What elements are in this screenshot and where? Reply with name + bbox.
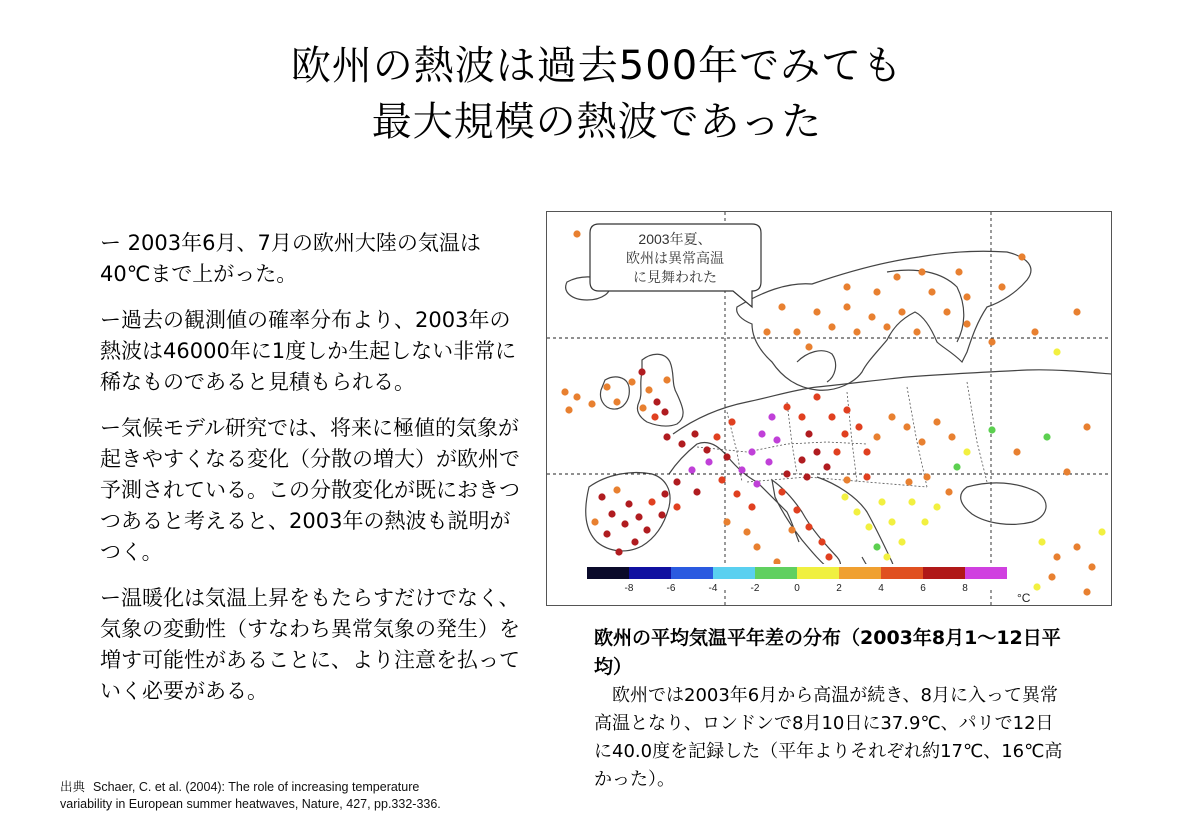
station-dot [645,386,652,393]
station-dot [723,518,730,525]
station-dot [1033,583,1040,590]
station-dot [663,376,670,383]
station-dot [823,463,830,470]
station-dot [705,458,712,465]
colorbar-tick-label: 2 [836,583,842,594]
station-dot [805,343,812,350]
caption-body: 欧州では2003年6月から高温が続き、8月に入って異常高温となり、ロンドンで8月10日に37.9℃、パリで12日に40.0度を記録した（平年よりそれぞれ約17℃、16℃高かった）。 [594,685,1063,790]
colorbar-tick-label: -4 [708,583,718,594]
slide-title [0,38,1194,150]
colorbar-swatch [881,567,923,579]
station-dot [1073,308,1080,315]
colorbar-swatch [839,567,881,579]
station-dot [561,388,568,395]
station-dot [833,448,840,455]
station-dot [613,398,620,405]
station-dot [625,500,632,507]
colorbar-swatches [587,567,1007,579]
station-dot [805,430,812,437]
colorbar-swatch [629,567,671,579]
station-dot [953,463,960,470]
station-dot [1048,573,1055,580]
station-dot [788,526,795,533]
station-dot [843,283,850,290]
callout-line3: に見舞われた [633,269,717,285]
station-dot [758,430,765,437]
station-dot [803,473,810,480]
station-dot [793,328,800,335]
station-dot [903,423,910,430]
station-dot [963,448,970,455]
station-dot [1063,468,1070,475]
slide-title-line1: 欧州の熱波は過去500年でみても [290,43,904,89]
station-dot [643,526,650,533]
station-dot [853,328,860,335]
callout-line2: 欧州は異常高温 [626,250,724,266]
station-dot [843,406,850,413]
station-dot [753,543,760,550]
station-dot [1018,253,1025,260]
colorbar-tick-label: -2 [750,583,760,594]
station-dot [613,486,620,493]
station-dot [703,446,710,453]
station-dot [1013,448,1020,455]
station-dot [661,408,668,415]
station-dot [638,368,645,375]
station-dot [888,413,895,420]
station-dot [843,476,850,483]
station-dot [673,478,680,485]
station-dot [955,268,962,275]
station-dot [713,433,720,440]
station-dot [933,503,940,510]
station-dot [1083,423,1090,430]
station-dot [673,503,680,510]
station-dot [798,413,805,420]
station-dot [793,506,800,513]
station-dot [718,476,725,483]
station-dot [888,518,895,525]
source-label: 出典 [60,780,86,794]
station-dot [783,403,790,410]
station-dot [1053,348,1060,355]
colorbar-tick-label: 8 [962,583,968,594]
station-dot [621,520,628,527]
station-dot [863,473,870,480]
colorbar-swatch [923,567,965,579]
station-dot [898,538,905,545]
station-dot [728,418,735,425]
station-dot [841,430,848,437]
station-dot [928,288,935,295]
station-dot [988,338,995,345]
station-dot [663,433,670,440]
colorbar-swatch [671,567,713,579]
station-dot [963,320,970,327]
station-dot [943,308,950,315]
station-dot [588,400,595,407]
station-dot [1043,433,1050,440]
station-dot [813,393,820,400]
station-dot [805,523,812,530]
map-svg [547,212,1111,605]
station-dot [898,308,905,315]
station-dot [783,470,790,477]
station-dot [1031,328,1038,335]
station-dot [573,230,580,237]
station-dot [658,511,665,518]
station-dot [591,518,598,525]
station-dot [1088,563,1095,570]
bullet-item: ー気候モデル研究では、将来に極値的気象が起きやすくなる変化（分散の増大）が欧州で予測されている。この分散変化が既におきつつあると考えると、2003年の熱波も説明がつく。 [100,416,520,564]
station-dot [748,448,755,455]
station-dot [603,530,610,537]
station-dot [631,538,638,545]
station-dot [1083,588,1090,595]
colorbar-tick-label: 4 [878,583,884,594]
station-dot [635,513,642,520]
station-dot [573,393,580,400]
station-dot [853,508,860,515]
slide-title-line2: 最大規模の熱波であった [371,99,823,145]
bullet-list [100,228,530,722]
station-dot [1053,553,1060,560]
station-dot [843,303,850,310]
station-dot [691,430,698,437]
station-dot [615,548,622,555]
station-dot [873,288,880,295]
station-dot [921,518,928,525]
station-dot [873,433,880,440]
station-dot [565,406,572,413]
station-dot [753,480,760,487]
station-dot [765,458,772,465]
station-dot [855,423,862,430]
colorbar-swatch [755,567,797,579]
station-dot [873,543,880,550]
station-dot [653,398,660,405]
colorbar-swatch [587,567,629,579]
station-dot [945,488,952,495]
station-dot [883,323,890,330]
station-dot [798,456,805,463]
station-dot [905,478,912,485]
station-dot [733,490,740,497]
bullet-item: ー 2003年6月、7月の欧州大陸の気温は40℃まで上がった。 [100,231,481,286]
colorbar-tick-label: 6 [920,583,926,594]
station-dot [768,413,775,420]
station-dot [883,553,890,560]
europe-temperature-map [546,211,1112,606]
station-dot [598,493,605,500]
station-dot [913,328,920,335]
station-dot [1098,528,1105,535]
source-citation [60,779,441,813]
station-dot [863,448,870,455]
station-dot [778,303,785,310]
station-dot [868,313,875,320]
station-dot [1038,538,1045,545]
station-dot [933,418,940,425]
colorbar-swatch [713,567,755,579]
station-dot [963,293,970,300]
bullet-item: ー温暖化は気温上昇をもたらすだけでなく、気象の変動性（すなわち異常気象の発生）を増す可能性があることに、より注意を払っていく必要がある。 [100,586,520,703]
bullet-item: ー過去の観測値の確率分布より、2003年の熱波は46000年に1度しか生起しない非常に稀なものであると見積もられる。 [100,308,517,394]
station-dot [763,328,770,335]
colorbar-unit: °C [1017,591,1031,605]
station-dot [813,448,820,455]
map-caption [594,624,1064,794]
station-dot [603,383,610,390]
station-dot [865,523,872,530]
source-text-line2: variability in European summer heatwaves, Nature, 427, pp.332-336. [60,797,441,811]
station-dot [639,404,646,411]
station-dot [893,273,900,280]
station-dot [918,438,925,445]
station-dot [748,503,755,510]
station-dot [648,498,655,505]
station-dot [778,488,785,495]
station-dot [878,498,885,505]
station-dot [828,323,835,330]
station-dot [923,473,930,480]
station-dot [948,433,955,440]
colorbar-tick-label: -8 [624,583,634,594]
station-dot [608,510,615,517]
station-dot [651,413,658,420]
station-dot [828,413,835,420]
station-dot [688,466,695,473]
colorbar-swatch [797,567,839,579]
station-dot [918,268,925,275]
station-dot [678,440,685,447]
caption-title: 欧州の平均気温平年差の分布（2003年8月1〜12日平均） [594,627,1061,678]
station-dot [743,528,750,535]
station-dot [988,426,995,433]
station-dot [841,493,848,500]
colorbar-tick-label: 0 [794,583,800,594]
station-dot [825,553,832,560]
station-dot [908,498,915,505]
source-text-line1: Schaer, C. et al. (2004): The role of increasing temperature [93,780,420,794]
station-dot [661,490,668,497]
station-dot [773,436,780,443]
station-dot [1073,543,1080,550]
station-dot [723,453,730,460]
station-dot [813,308,820,315]
station-dot [628,378,635,385]
station-dot [998,283,1005,290]
station-dot [818,538,825,545]
colorbar-tick-label: -6 [666,583,676,594]
callout-line1: 2003年夏、 [638,231,712,247]
station-dot [738,466,745,473]
station-dot [693,488,700,495]
colorbar-swatch [965,567,1007,579]
